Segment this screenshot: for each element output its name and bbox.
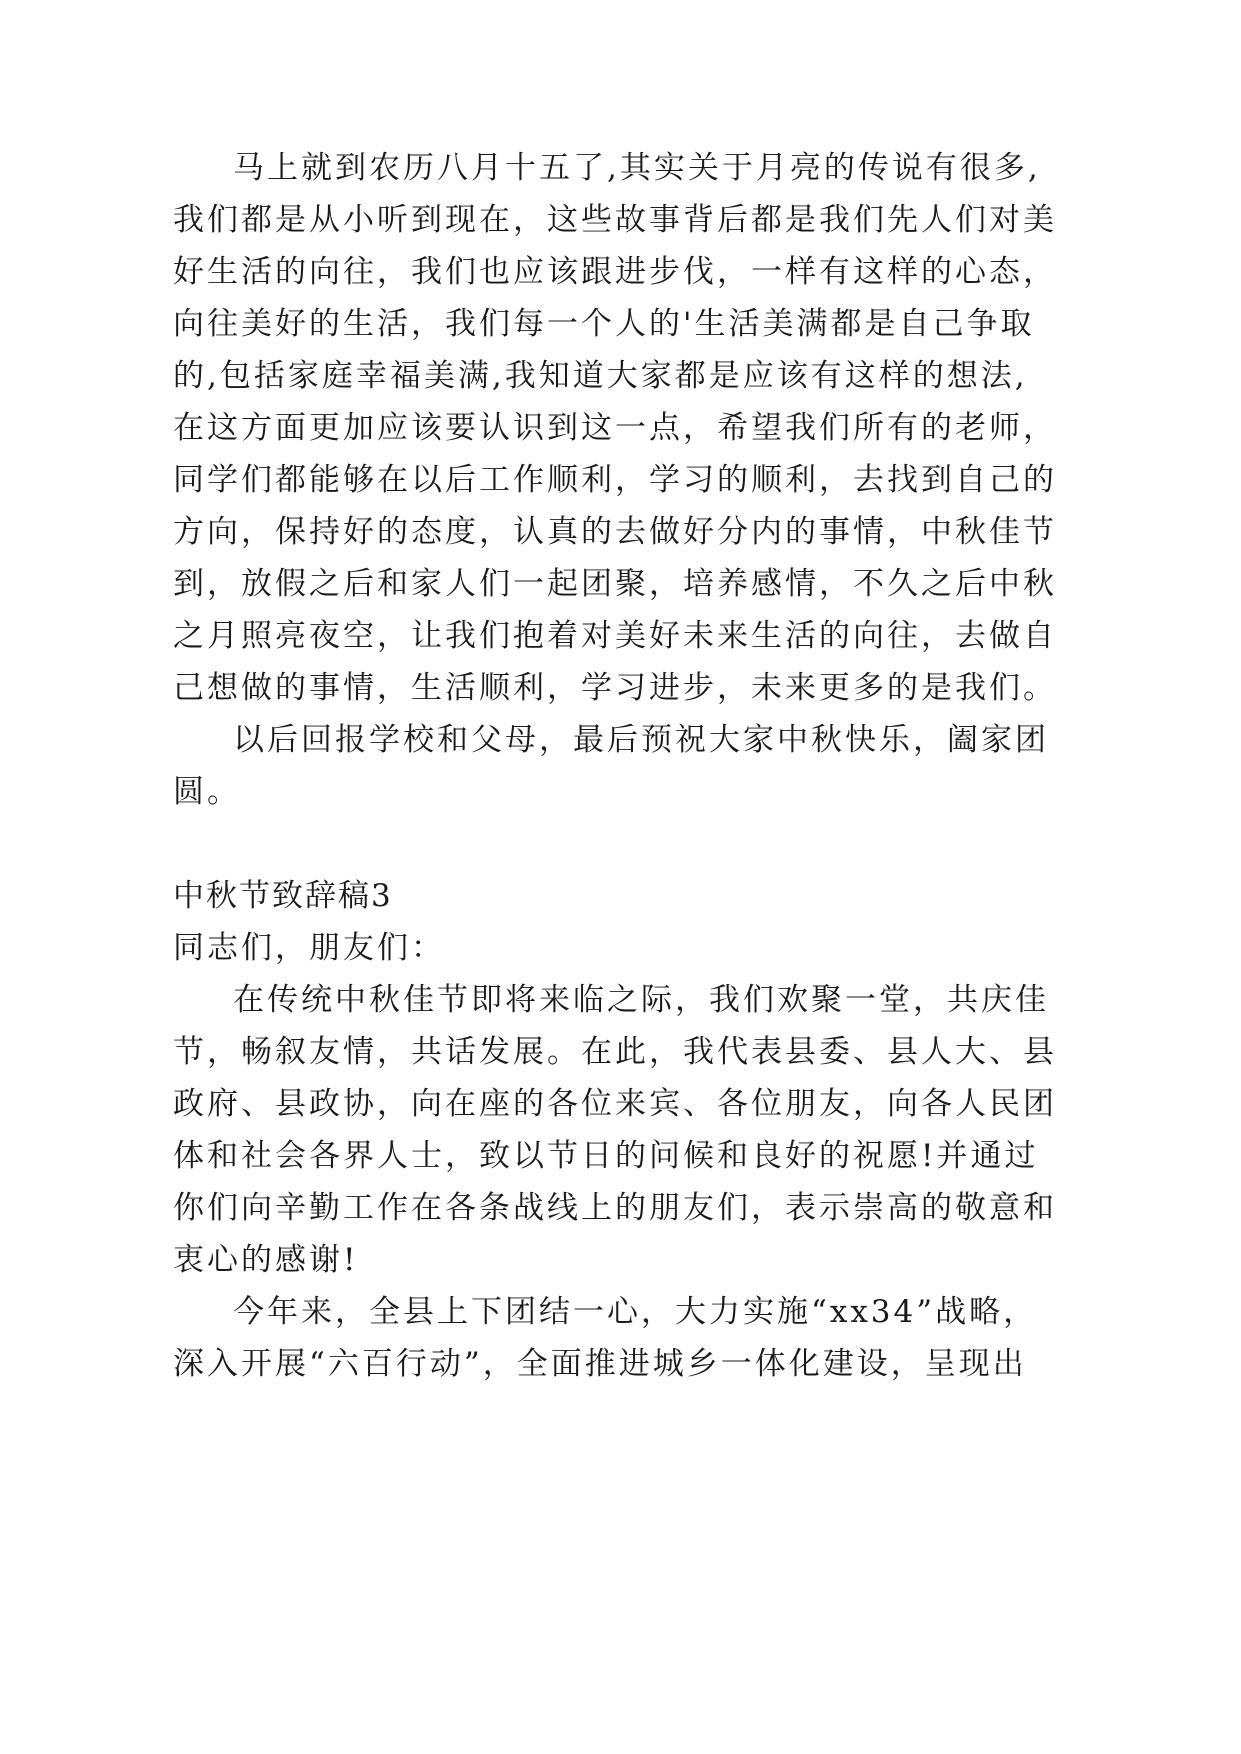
text-line: 好生活的向往，我们也应该跟进步伐，一样有这样的心态， <box>173 254 1057 290</box>
text-line: 之月照亮夜空，让我们抱着对美好未来生活的向往，去做自 <box>173 618 1057 654</box>
text-line: 向往美好的生活，我们每一个人的'生活美满都是自己争取 <box>173 306 1035 342</box>
text-line: 你们向辛勤工作在各条战线上的朋友们，表示崇高的敬意和 <box>173 1190 1057 1226</box>
section-heading: 中秋节致辞稿3 <box>173 878 393 914</box>
text-line: 今年来，全县上下团结一心，大力实施“xx34”战略， <box>233 1294 1038 1330</box>
text-line: 我们都是从小听到现在，这些故事背后都是我们先人们对美 <box>173 202 1057 238</box>
text-line: 方向，保持好的态度，认真的去做好分内的事情，中秋佳节 <box>173 514 1057 550</box>
text-line: 圆。 <box>173 774 241 810</box>
text-line: 在传统中秋佳节即将来临之际，我们欢聚一堂，共庆佳 <box>233 982 1049 1018</box>
text-line: 政府、县政协，向在座的各位来宾、各位朋友，向各人民团 <box>173 1086 1057 1122</box>
text-line: 己想做的事情，生活顺利，学习进步，未来更多的是我们。 <box>173 670 1057 706</box>
salutation: 同志们，朋友们： <box>173 930 445 966</box>
text-line: 到，放假之后和家人们一起团聚，培养感情，不久之后中秋 <box>173 566 1057 602</box>
text-line: 在这方面更加应该要认识到这一点，希望我们所有的老师， <box>173 410 1057 446</box>
text-line: 的,包括家庭幸福美满,我知道大家都是应该有这样的想法, <box>173 358 1028 394</box>
text-line: 马上就到农历八月十五了,其实关于月亮的传说有很多, <box>233 150 1041 186</box>
text-line: 深入开展“六百行动”，全面推进城乡一体化建设，呈现出 <box>173 1346 1027 1382</box>
text-line: 衷心的感谢! <box>173 1242 359 1278</box>
text-line: 体和社会各界人士，致以节日的问候和良好的祝愿!并通过 <box>173 1138 1039 1174</box>
text-line: 节，畅叙友情，共话发展。在此，我代表县委、县人大、县 <box>173 1034 1057 1070</box>
text-line: 同学们都能够在以后工作顺利，学习的顺利，去找到自己的 <box>173 462 1057 498</box>
text-line: 以后回报学校和父母，最后预祝大家中秋快乐，阖家团 <box>233 722 1049 758</box>
